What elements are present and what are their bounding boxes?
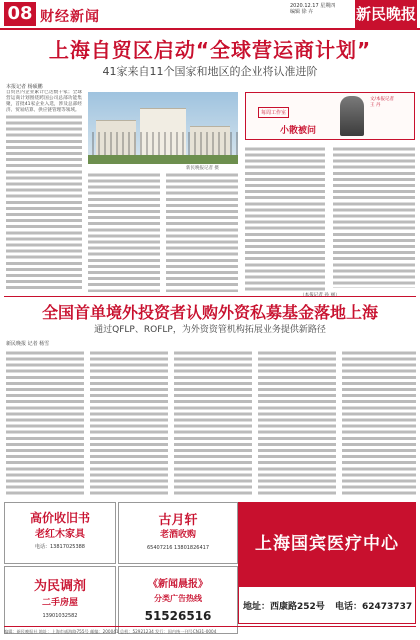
lead-subhead: 41家来自11个国家和地区的企业将认准进阶	[102, 65, 318, 78]
lead-column-2	[88, 172, 160, 292]
ad-title: 高价收旧书	[29, 511, 90, 525]
ad-subtitle: 二手房屋	[41, 598, 78, 608]
column-author-note: （本报记者 孙 丽）	[300, 293, 340, 298]
date-line: 2020.12.17 星期四	[290, 3, 336, 9]
hospital-address: 地址：西康路252号	[243, 602, 325, 612]
lead-column-1	[6, 90, 82, 290]
column-author-line-1: 文/本报记者	[370, 97, 395, 102]
second-column-3	[174, 350, 252, 496]
ad-liquor	[118, 502, 238, 564]
ad-phone: 13901032582	[42, 613, 78, 619]
second-byline: 新民晚报 记者 杨雪	[6, 341, 50, 347]
ad-phone: 65407216 13801826417	[146, 545, 210, 551]
second-column-1	[6, 350, 84, 496]
lead-body-text: 自贸区内企业累计已达数千家；全球营运商计划围绕跨国公司总部功能集聚，首批41家企业入选，涉及总部经济、贸易结算、供应链管理等领域。	[6, 90, 82, 114]
second-column-2	[90, 350, 168, 496]
ad-housing	[4, 566, 116, 634]
ad-morning-post	[118, 566, 238, 634]
hospital-ad-banner: 上海国宾医疗中心	[238, 502, 416, 586]
hospital-ad-footer	[238, 586, 416, 624]
ad-title: 为民调剂	[33, 579, 86, 594]
second-column-5	[342, 350, 416, 496]
date-info	[290, 3, 335, 15]
photo-caption: 新民晚报记者 摄	[186, 166, 219, 171]
ad-books	[4, 502, 116, 564]
opinion-column-box	[245, 92, 415, 140]
ad-subtitle: 老红木家具	[35, 529, 85, 540]
second-headline: 全国首单境外投资者认购外资私募基金落地上海	[41, 303, 378, 322]
section-divider	[4, 296, 416, 297]
column-text-2	[333, 146, 415, 288]
ad-subtitle: 分类广告热线	[154, 594, 202, 603]
page-number: 08	[4, 2, 36, 26]
ad-title: 《新闻晨报》	[148, 579, 208, 590]
ad-subtitle: 老酒收购	[159, 530, 196, 540]
editor-line: 编辑 徐 卉	[290, 9, 314, 15]
hospital-phone: 电话：62473737	[335, 602, 413, 612]
section-title: 财经新闻	[40, 9, 100, 25]
lead-headline: 上海自贸区启动“全球营运商计划”	[48, 38, 372, 62]
masthead-logo: 新民晚报	[355, 0, 417, 28]
column-author	[370, 97, 412, 109]
second-column-4	[258, 350, 336, 496]
author-portrait	[340, 96, 364, 136]
column-text-1	[245, 146, 325, 292]
ad-title: 古月轩	[158, 513, 198, 528]
ad-phone: 电话：13817025388	[35, 544, 85, 550]
column-author-line-2: 王 丹	[370, 103, 381, 108]
ad-phone: 51526516	[144, 609, 212, 623]
lead-byline: 本报记者 杨硕鹏	[6, 84, 43, 90]
column-title: 小散被问	[280, 126, 317, 136]
page-footer: 编辑：新民晚报社 地址：上海市威海路755号 邮编：200041 总机：52921234 发行：国内统一刊号CN31-0004	[4, 626, 416, 635]
lead-column-3	[166, 172, 238, 292]
column-tag: 每周工作室	[258, 107, 289, 118]
lead-photo	[88, 92, 238, 164]
page-header	[0, 0, 420, 30]
second-subhead: 通过QFLP、ROFLP，为外资资管机构拓展业务提供新路径	[94, 325, 326, 335]
